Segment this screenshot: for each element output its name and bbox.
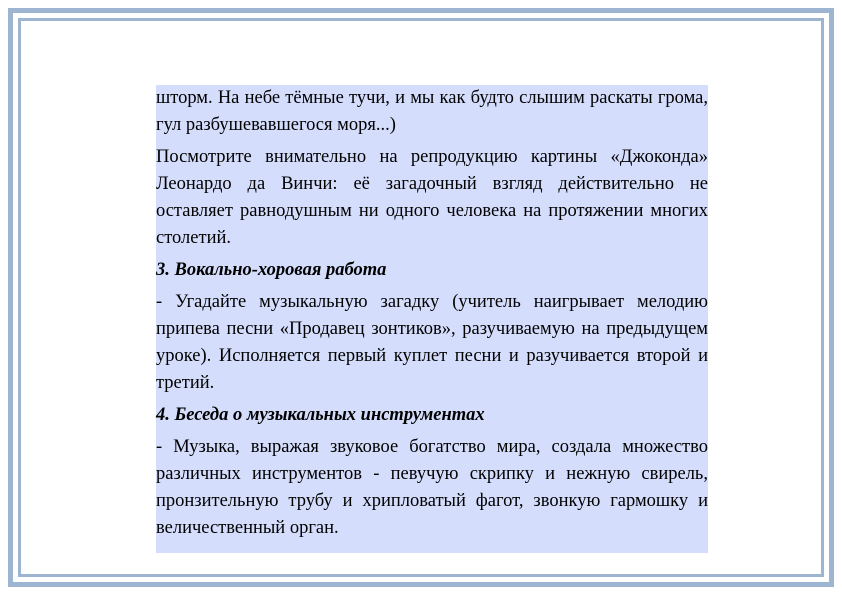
paragraph-gioconda: Посмотрите внимательно на репродукцию картины «Джоконда» Леонардо да Винчи: её загадочный взгляд действительно не оставляет равнодушным ни одного человека на протяжении многих столетий. xyxy=(156,147,708,248)
paragraph-storm: шторм. На небе тёмные тучи, и мы как будто слышим раскаты грома, гул разбушевавшегося моря...) xyxy=(156,88,708,135)
heading-vocal-choral-work: 3. Вокально-хоровая работа xyxy=(156,260,387,280)
paragraph-musical-riddle: - Угадайте музыкальную загадку (учитель наигрывает мелодию припева песни «Продавец зонтиков», разучиваемую на предыдущем уроке). Исполняется первый куплет песни и разучивается второй и третий. xyxy=(156,292,708,393)
paragraph-instruments: - Музыка, выражая звуковое богатство мира, создала множество различных инструментов - певучую скрипку и нежную свирель, пронзительную трубу и хрипловатый фагот, звонкую гармошку и величественный орган. xyxy=(156,437,708,538)
text-block xyxy=(156,85,708,553)
heading-musical-instruments: 4. Беседа о музыкальных инструментах xyxy=(156,405,485,425)
